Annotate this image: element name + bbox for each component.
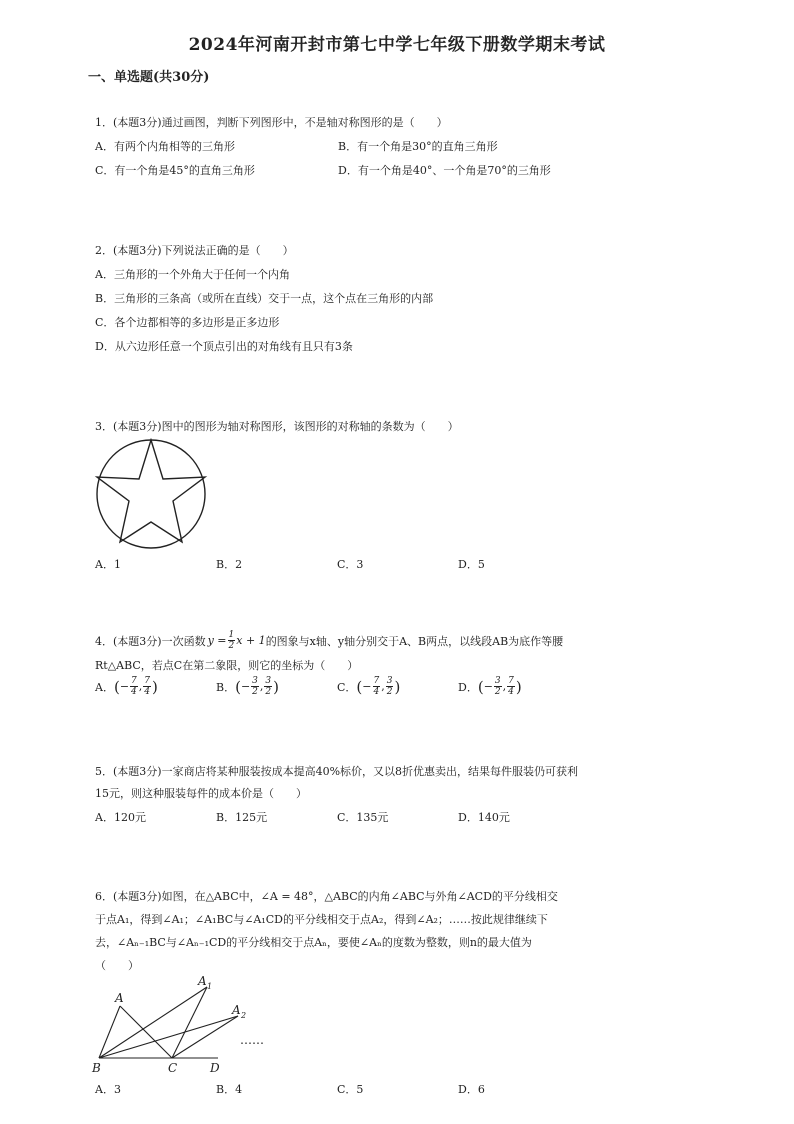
- q2-option-d[interactable]: D．从六边形任意一个顶点引出的对角线有且只有3条: [95, 340, 353, 353]
- triangle-bisector-figure: [88, 972, 278, 1076]
- q4-c-frac1-den: 4: [373, 687, 380, 697]
- q4-c-frac1: [373, 676, 381, 697]
- q3-option-b[interactable]: B．2: [216, 558, 243, 571]
- q5-stem-b: 15元，则这种服装每件的成本价是（ ）: [95, 787, 307, 800]
- q5-option-d[interactable]: D．140元: [458, 811, 510, 824]
- q4-a-close-paren: ): [152, 677, 158, 696]
- q4-b-frac2: [264, 676, 272, 697]
- q4-b-label: B．: [216, 680, 236, 694]
- segment-ac: [120, 1006, 172, 1058]
- q4-c-frac2-num: 3: [386, 676, 393, 686]
- q5-option-b[interactable]: B．125元: [216, 811, 268, 824]
- q1-option-c[interactable]: C．有一个角是45°的直角三角形: [95, 164, 255, 177]
- q4-d-frac1-num: 3: [494, 676, 501, 686]
- q4-c-open-paren: (: [356, 677, 363, 696]
- q4-b-frac2-den: 2: [265, 687, 272, 697]
- circle-star-figure: [90, 438, 212, 550]
- q4-d-comma: ,: [502, 680, 507, 693]
- segment-ba: [99, 1006, 120, 1058]
- q4-b-comma: ,: [259, 680, 264, 693]
- label-b: B: [92, 1061, 101, 1075]
- q4-a-sign: −: [119, 680, 130, 693]
- q4-b-close-paren: ): [273, 677, 279, 696]
- q5-stem-a: 5．(本题3分)一家商店将某种服装按成本提高40%标价，又以8折优惠卖出，结果每件服装仍可获利: [95, 765, 579, 778]
- q4-d-close-paren: ): [515, 677, 522, 696]
- q4-func-den: 2: [228, 641, 235, 651]
- q4-b-frac1: [251, 676, 259, 697]
- q4-func-fraction: [228, 630, 236, 651]
- q3-option-a[interactable]: A．1: [95, 558, 121, 571]
- q4-a-frac1-num: 7: [131, 676, 137, 686]
- q4-a-comma: ,: [138, 680, 143, 693]
- q3-option-c[interactable]: C．3: [337, 558, 364, 571]
- label-c: C: [168, 1061, 178, 1075]
- label-a1: A: [198, 974, 207, 988]
- q4-b-sign: −: [240, 680, 251, 693]
- label-a: A: [115, 991, 124, 1005]
- q4-func-num: 1: [228, 630, 235, 640]
- q4-b-frac2-num: 3: [265, 676, 272, 686]
- q4-stem-line1: [95, 630, 563, 651]
- q6-stem-c: 去，∠Aₙ₋₁BC与∠Aₙ₋₁CD的平分线相交于点Aₙ，要使∠Aₙ的度数为整数，则n的最大值为: [95, 936, 532, 949]
- label-a1-sub: 1: [207, 982, 213, 991]
- q4-d-sign: −: [483, 680, 493, 693]
- q4-c-label: C．: [337, 680, 357, 694]
- q4-d-frac1-den: 2: [494, 687, 501, 697]
- q1-option-a[interactable]: A．有两个内角相等的三角形: [95, 140, 235, 153]
- page-title: 2024年河南开封市第七中学七年级下册数学期末考试: [188, 35, 606, 55]
- q6-option-b[interactable]: B．4: [216, 1083, 243, 1096]
- q4-c-close-paren: ): [394, 677, 401, 696]
- q4-option-a[interactable]: [95, 676, 158, 697]
- q2-option-a[interactable]: A．三角形的一个外角大于任何一个内角: [95, 268, 290, 281]
- q4-func-lhs: y =: [207, 634, 227, 647]
- q2-option-c[interactable]: C．各个边都相等的多边形是正多边形: [95, 316, 280, 329]
- q1-stem: 1．(本题3分)通过画图，判断下列图形中，不是轴对称图形的是（ ）: [95, 116, 448, 129]
- q1-option-d[interactable]: D．有一个角是40°、一个角是70°的三角形: [338, 164, 551, 177]
- q2-stem: 2．(本题3分)下列说法正确的是（ ）: [95, 244, 294, 257]
- label-a2: A: [232, 1003, 241, 1017]
- q6-option-a[interactable]: A．3: [95, 1083, 121, 1096]
- q4-c-frac2-den: 2: [386, 687, 393, 697]
- q4-a-frac1-den: 4: [131, 687, 137, 697]
- q4-option-b[interactable]: [216, 676, 279, 697]
- q4-d-frac2-den: 4: [508, 687, 514, 697]
- q4-a-open-paren: (: [113, 677, 120, 696]
- q4-c-frac1-num: 7: [373, 676, 380, 686]
- q4-func-rhs: x + 1: [236, 634, 266, 647]
- q4-d-frac1: [494, 676, 502, 697]
- section-heading: 一、单选题(共30分): [88, 70, 210, 85]
- q6-stem-d: （ ）: [95, 959, 139, 972]
- q4-stem-c: Rt△ABC，若点C在第二象限，则它的坐标为（ ）: [95, 659, 359, 672]
- q6-option-d[interactable]: D．6: [458, 1083, 485, 1096]
- segment-ba2: [99, 1016, 238, 1058]
- q4-a-frac2-den: 4: [144, 687, 150, 697]
- q4-stem-b: 的图象与x轴、y轴分别交于A、B两点，以线段AB为底作等腰: [265, 634, 564, 648]
- q4-c-comma: ,: [381, 680, 385, 693]
- q2-option-b[interactable]: B．三角形的三条高（或所在直线）交于一点，这个点在三角形的内部: [95, 292, 434, 305]
- q4-a-frac1: [130, 676, 138, 697]
- q4-b-frac1-den: 2: [252, 687, 258, 697]
- q4-option-c[interactable]: [337, 676, 400, 697]
- q3-stem: 3．(本题3分)图中的图形为轴对称图形，该图形的对称轴的条数为（ ）: [95, 420, 459, 433]
- q4-c-frac2: [386, 676, 394, 697]
- q4-d-label: D．: [458, 680, 478, 694]
- q5-option-a[interactable]: A．120元: [95, 811, 146, 824]
- q6-stem-a: 6．(本题3分)如图，在△ABC中，∠A = 48°，△ABC的内角∠ABC与外角∠ACD的平分线相交: [95, 890, 558, 903]
- q4-b-open-paren: (: [235, 677, 241, 696]
- label-d: D: [210, 1061, 220, 1075]
- q4-d-frac2: [507, 676, 515, 697]
- q4-a-frac2-num: 7: [144, 676, 150, 686]
- q4-a-frac2: [143, 676, 151, 697]
- label-ellipsis: ……: [240, 1033, 264, 1047]
- outer-circle: [97, 440, 205, 548]
- q4-d-frac2-num: 7: [508, 676, 514, 686]
- q6-option-c[interactable]: C．5: [337, 1083, 364, 1096]
- q3-option-d[interactable]: D．5: [458, 558, 485, 571]
- q4-option-d[interactable]: [458, 676, 522, 697]
- q4-b-frac1-num: 3: [252, 676, 258, 686]
- q4-a-label: A．: [95, 680, 114, 694]
- q1-option-b[interactable]: B．有一个角是30°的直角三角形: [338, 140, 498, 153]
- label-a2-sub: 2: [241, 1011, 247, 1020]
- q4-d-open-paren: (: [477, 677, 484, 696]
- q4-c-sign: −: [362, 680, 372, 693]
- q6-stem-b: 于点A₁，得到∠A₁；∠A₁BC与∠A₁CD的平分线相交于点A₂，得到∠A₂；……按此规律继续下: [95, 913, 548, 926]
- q5-option-c[interactable]: C．135元: [337, 811, 389, 824]
- q4-stem-a: 4．(本题3分)一次函数: [95, 634, 206, 648]
